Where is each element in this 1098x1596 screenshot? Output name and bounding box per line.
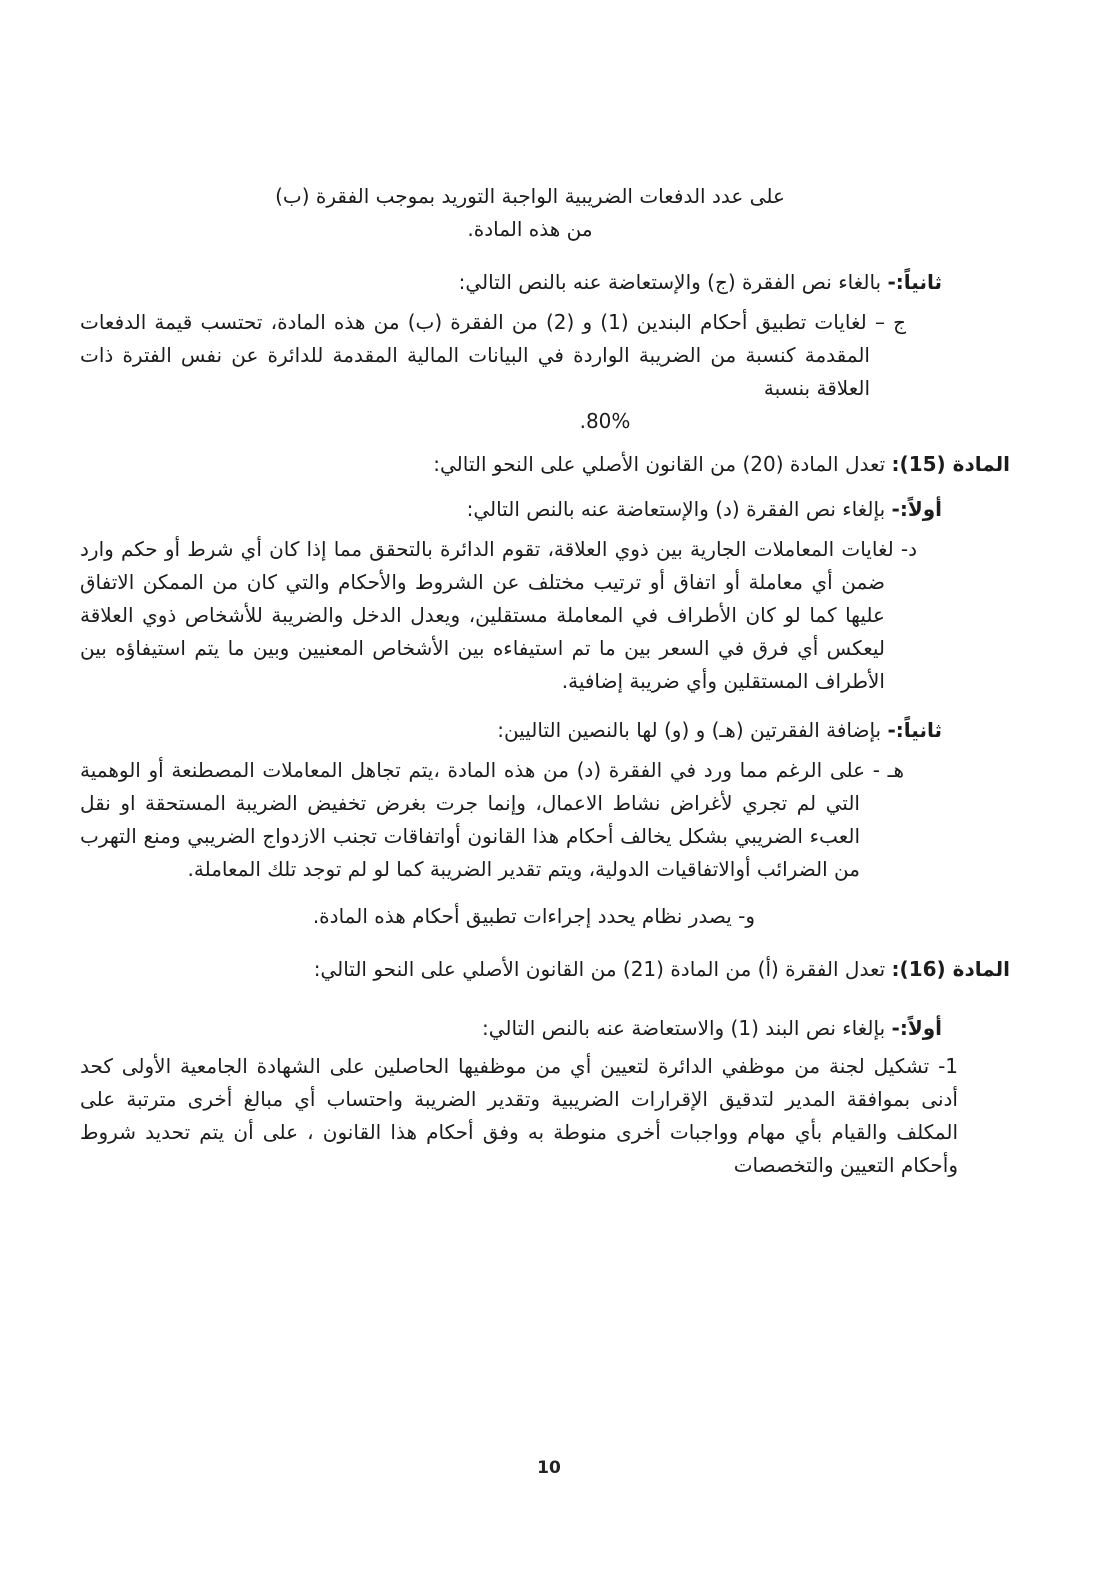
clause-second-c [80, 266, 1010, 299]
continuation-line-2: من هذه المادة. [467, 217, 593, 241]
clause-second-c-text: بالغاء نص الفقرة (ج) والإستعاضة عنه بالنص التالي: [458, 270, 882, 294]
clause-first-b1-label: أولاً:- [891, 1016, 942, 1040]
clause-first-d-text: بإلغاء نص الفقرة (د) والإستعاضة عنه بالنص التالي: [466, 497, 886, 521]
paragraph-item-1 [80, 1050, 1010, 1182]
paragraph-w-label: و- [738, 904, 755, 928]
article-16-heading [80, 953, 1010, 986]
clause-second-c-label: ثانياً:- [887, 270, 942, 294]
paragraph-d-text: لغايات المعاملات الجارية بين ذوي العلاقة، تقوم الدائرة بالتحقق مما إذا كان أي شرط أو حكم وارد ضمن أي معاملة أو اتفاق أو ترتيب مختلف عن الشروط والأحكام والتي كان من الممكن الاتفاق عليها كما لو كان الأطراف في المعاملة مستقلين، ويعدل الدخل والضريبة للأشخاص ذوي العلاقة ليعكس أي فرق في السعر بين ما تم استيفاءه بين الأشخاص المعنيين وبين ما يتم استيفاؤه بين الأطراف المستقلين وأي ضريبة إضافية. [80, 537, 894, 693]
clause-second-ef-label: ثانياً:- [887, 718, 942, 742]
clause-first-d-label: أولاً:- [891, 497, 942, 521]
paragraph-d-label: د- [900, 537, 917, 561]
clause-second-ef-text: بإضافة الفقرتين (هـ) و (و) لها بالنصين التاليين: [497, 718, 882, 742]
article-15-label: المادة (15): [891, 452, 1010, 476]
paragraph-c-text: لغايات تطبيق أحكام البندين (1) و (2) من الفقرة (ب) من هذه المادة، تحتسب قيمة الدفعات المقدمة كنسبة من الضريبة الواردة في البيانات المالية المقدمة للدائرة عن نفس الفترة ذات العلاقة بنسبة [80, 310, 870, 400]
paragraph-e [80, 754, 1010, 886]
article-15-heading [80, 448, 1010, 481]
clause-first-b1-text: بإلغاء نص البند (1) والاستعاضة عنه بالنص التالي: [482, 1016, 886, 1040]
paragraph-e-label: هـ - [872, 758, 905, 782]
article-16-label: المادة (16): [891, 957, 1010, 981]
paragraph-w-text: يصدر نظام يحدد إجراءات تطبيق أحكام هذه المادة. [312, 904, 732, 928]
article-16-text: تعدل الفقرة (أ) من المادة (21) من القانون الأصلي على النحو التالي: [313, 957, 886, 981]
clause-first-d [80, 493, 1010, 526]
paragraph-w [80, 900, 1010, 933]
document-body [80, 180, 1010, 1182]
paragraph-item-1-label: 1- [938, 1054, 959, 1078]
percent-value: 80%. [579, 409, 631, 433]
continuation-line-1: على عدد الدفعات الضريبية الواجبة التوريد بموجب الفقرة (ب) [275, 184, 785, 208]
page-number: 10 [537, 1458, 561, 1478]
paragraph-d [80, 533, 1010, 698]
paragraph-e-text: على الرغم مما ورد في الفقرة (د) من هذه المادة ،يتم تجاهل المعاملات المصطنعة أو الوهمية التي لم تجري لأغراض نشاط الاعمال، وإنما جرت بغرض تخفيض الضريبة المستحقة او نقل العبء الضريبي بشكل يخالف أحكام هذا القانون أواتفاقات تجنب الازدواج الضريبي ومنع التهرب من الضرائب أوالاتفاقيات الدولية، ويتم تقدير الضريبة كما لو لم توجد تلك المعاملة. [80, 758, 866, 881]
clause-second-ef [80, 714, 1010, 747]
article-15-text: تعدل المادة (20) من القانون الأصلي على النحو التالي: [433, 452, 886, 476]
paragraph-c [80, 306, 1010, 405]
clause-first-b1 [80, 1012, 1010, 1045]
paragraph-item-1-text: تشكيل لجنة من موظفي الدائرة لتعيين أي من موظفيها الحاصلين على الشهادة الجامعية الأولى كحد أدنى بموافقة المدير لتدقيق الإقرارات الضريبية وتقدير الضريبة واحتساب أي مبالغ أخرى مترتبة على المكلف والقيام بأي مهام وواجبات أخرى منوطة به وفق أحكام هذا القانون ، على أن يتم تحديد شروط وأحكام التعيين والتخصصات [80, 1054, 958, 1177]
paragraph-c-label: ج – [874, 310, 907, 334]
paragraph-continuation [80, 180, 1010, 246]
